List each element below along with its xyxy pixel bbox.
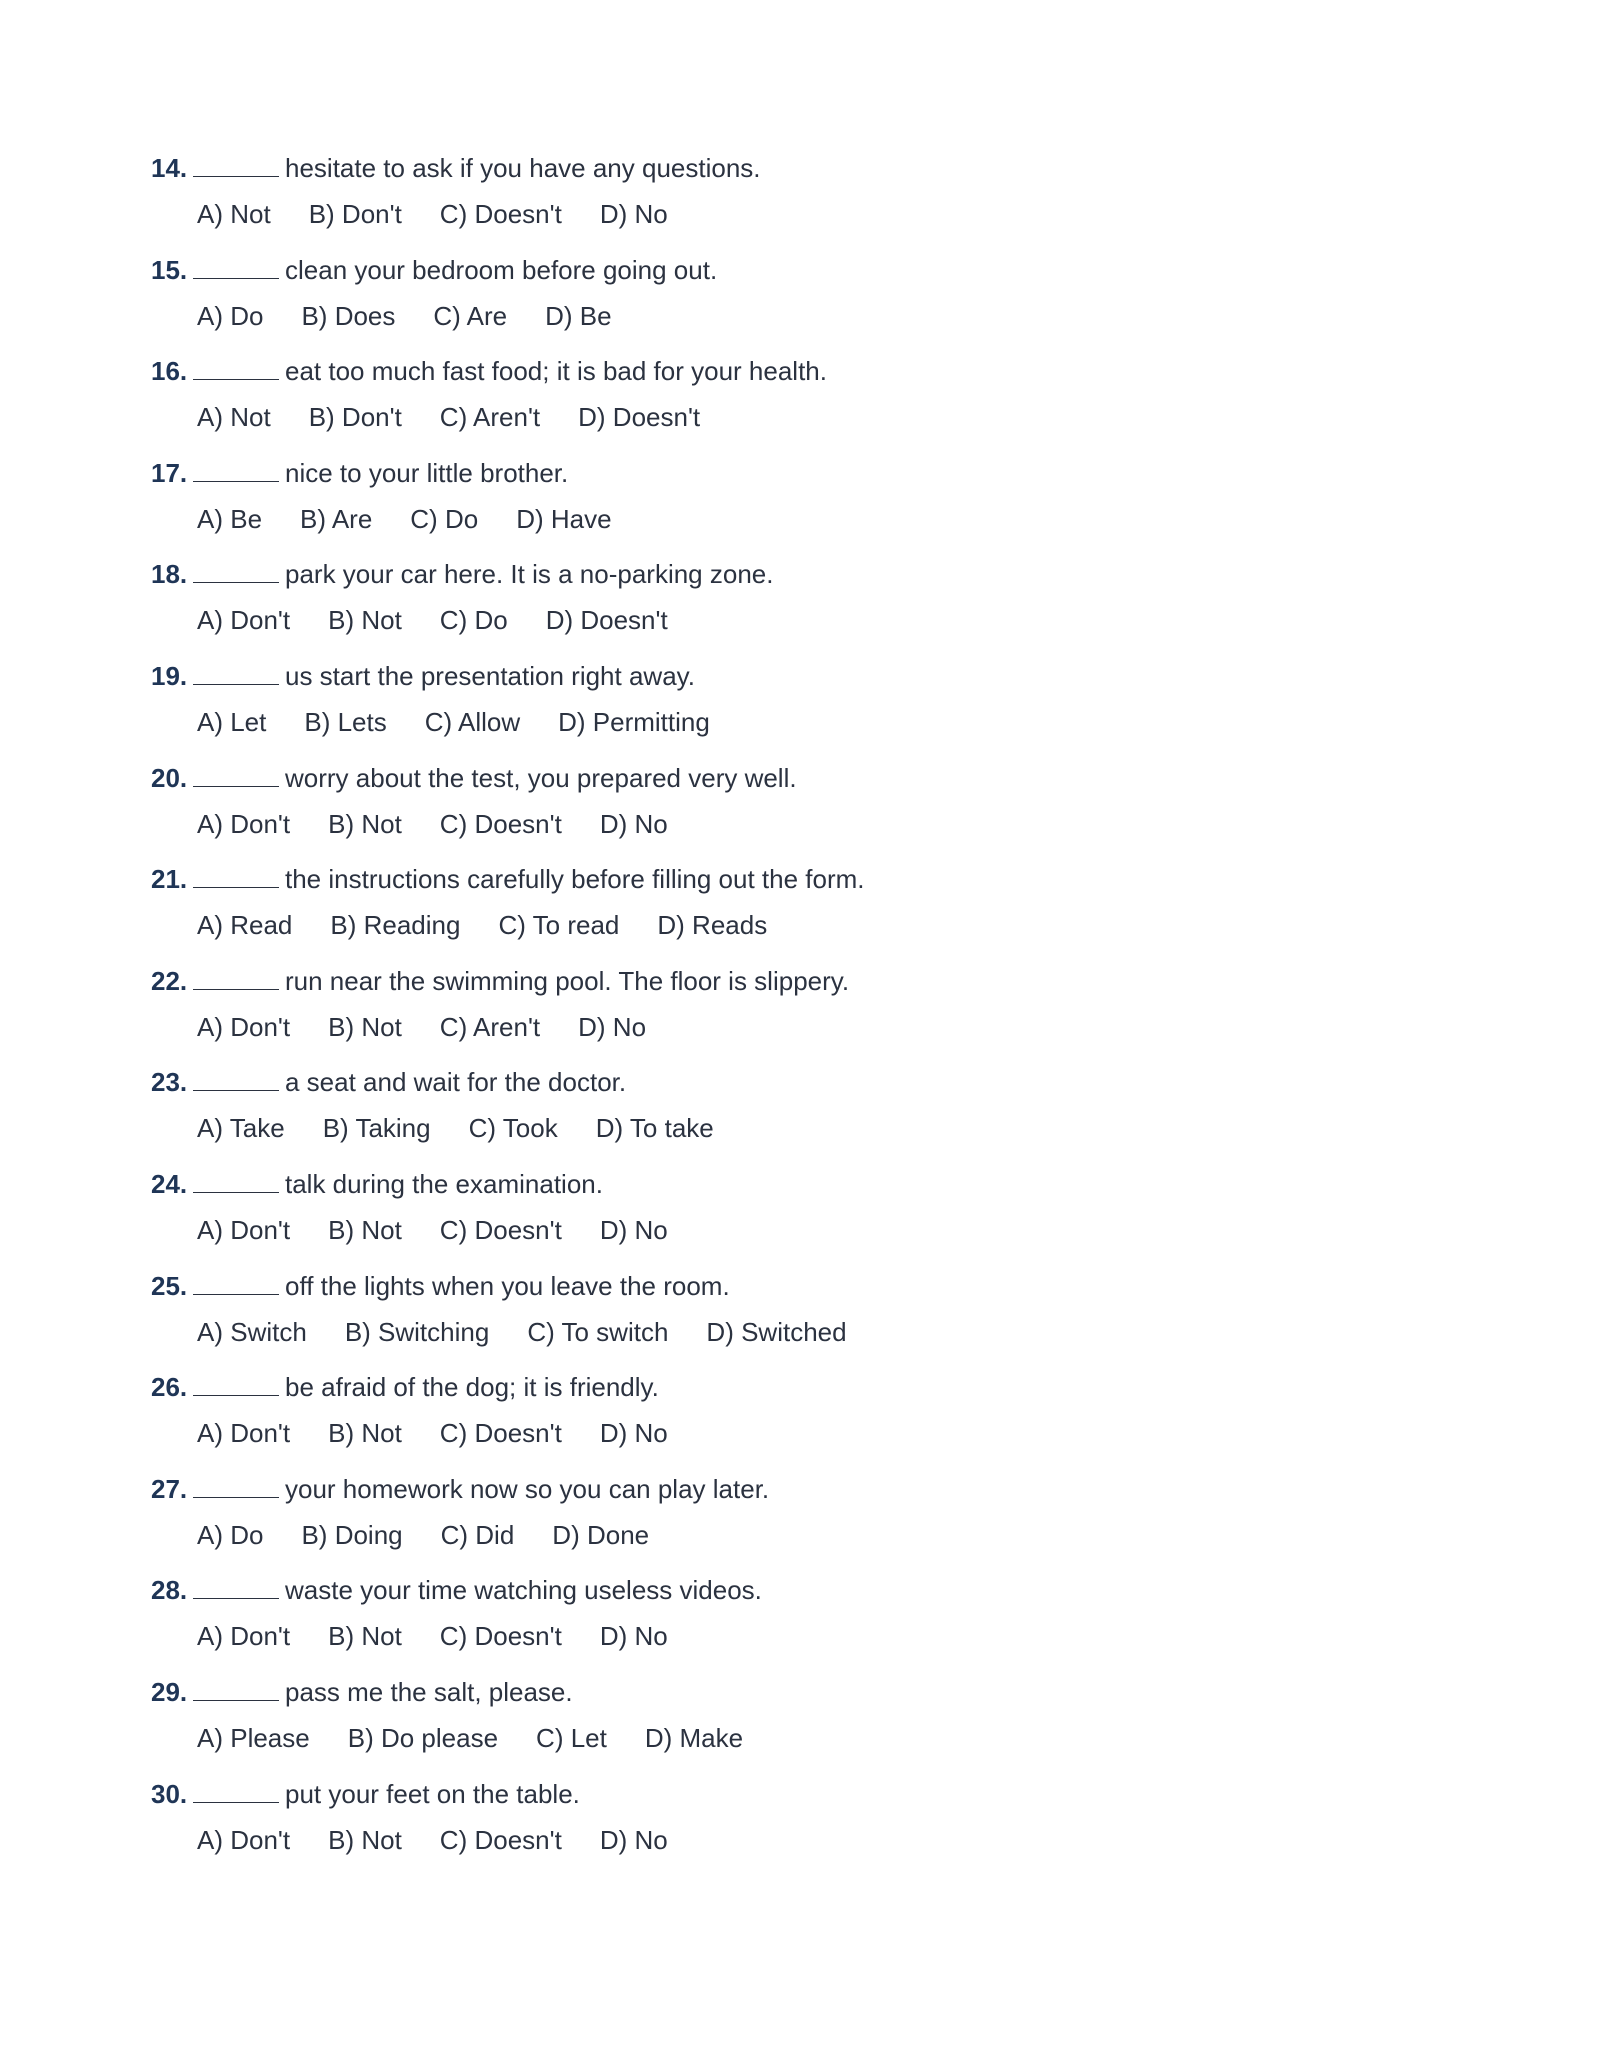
answer-option: C) Do bbox=[410, 503, 479, 534]
answer-option: B) Not bbox=[328, 1824, 402, 1855]
question-item bbox=[151, 353, 1451, 455]
answer-option: B) Not bbox=[328, 1214, 402, 1245]
answer-option: C) Took bbox=[468, 1113, 558, 1144]
question-number: 28. bbox=[151, 1575, 188, 1606]
answer-options bbox=[151, 1517, 1451, 1553]
question-item bbox=[151, 150, 1451, 252]
question-stem bbox=[151, 760, 1451, 796]
answer-blank bbox=[193, 558, 279, 583]
answer-blank bbox=[193, 863, 279, 888]
answer-option: A) Don't bbox=[197, 1011, 291, 1042]
question-stem bbox=[151, 556, 1451, 592]
answer-option: B) Doing bbox=[301, 1519, 403, 1550]
answer-options bbox=[151, 298, 1451, 334]
answer-option: A) Don't bbox=[197, 1621, 291, 1652]
question-stem bbox=[151, 1166, 1451, 1202]
answer-options bbox=[151, 1415, 1451, 1451]
question-stem bbox=[151, 861, 1451, 897]
question-stem bbox=[151, 1572, 1451, 1608]
question-stem bbox=[151, 455, 1451, 491]
question-number: 21. bbox=[151, 864, 188, 895]
question-item bbox=[151, 455, 1451, 557]
answer-option: D) Doesn't bbox=[545, 605, 668, 636]
answer-option: C) To switch bbox=[527, 1316, 669, 1347]
answer-option: B) Not bbox=[328, 1011, 402, 1042]
answer-option: B) Don't bbox=[308, 199, 402, 229]
question-number: 29. bbox=[151, 1676, 188, 1707]
answer-option: B) Not bbox=[328, 1621, 402, 1652]
question-text: eat too much fast food; it is bad for your health. bbox=[285, 356, 827, 387]
question-text: waste your time watching useless videos. bbox=[285, 1575, 762, 1606]
question-stem bbox=[151, 1674, 1451, 1710]
answer-option: C) To read bbox=[498, 910, 620, 941]
question-text: the instructions carefully before filling out the form. bbox=[285, 864, 865, 895]
answer-options bbox=[151, 501, 1451, 537]
answer-option: B) Taking bbox=[322, 1113, 431, 1144]
answer-option: D) No bbox=[578, 1011, 647, 1042]
answer-option: A) Switch bbox=[197, 1316, 307, 1347]
answer-option: D) No bbox=[599, 1418, 668, 1449]
question-stem bbox=[151, 963, 1451, 999]
question-item bbox=[151, 1166, 1451, 1268]
answer-option: C) Aren't bbox=[439, 402, 541, 433]
answer-options bbox=[151, 196, 1451, 232]
question-item bbox=[151, 760, 1451, 862]
question-number: 24. bbox=[151, 1168, 188, 1199]
answer-option: A) Don't bbox=[197, 605, 291, 636]
question-text: be afraid of the dog; it is friendly. bbox=[285, 1372, 659, 1403]
answer-option: D) Make bbox=[644, 1722, 744, 1753]
answer-option: D) Done bbox=[552, 1519, 650, 1550]
answer-option: A) Do bbox=[197, 300, 264, 331]
answer-option: D) Doesn't bbox=[578, 402, 701, 433]
answer-option: C) Doesn't bbox=[439, 1621, 562, 1652]
question-list bbox=[151, 150, 1451, 1877]
answer-option: D) Have bbox=[516, 503, 612, 534]
question-text: off the lights when you leave the room. bbox=[285, 1270, 730, 1301]
question-text: worry about the test, you prepared very well. bbox=[285, 762, 797, 793]
answer-blank bbox=[193, 1778, 279, 1803]
answer-option: A) Please bbox=[197, 1722, 310, 1753]
answer-option: A) Don't bbox=[197, 808, 291, 839]
answer-option: B) Reading bbox=[330, 910, 461, 941]
answer-options bbox=[151, 907, 1451, 943]
question-stem bbox=[151, 353, 1451, 389]
question-item bbox=[151, 252, 1451, 354]
answer-option: C) Doesn't bbox=[439, 199, 562, 229]
question-number: 17. bbox=[151, 457, 188, 488]
answer-option: D) Permitting bbox=[558, 706, 710, 737]
question-number: 22. bbox=[151, 965, 188, 996]
answer-blank bbox=[193, 152, 279, 177]
question-item bbox=[151, 556, 1451, 658]
question-item bbox=[151, 963, 1451, 1065]
question-text: pass me the salt, please. bbox=[285, 1676, 573, 1707]
answer-blank bbox=[193, 355, 279, 380]
answer-option: A) Do bbox=[197, 1519, 264, 1550]
answer-option: C) Doesn't bbox=[439, 1824, 562, 1855]
question-item bbox=[151, 658, 1451, 760]
question-stem bbox=[151, 1776, 1451, 1812]
question-item bbox=[151, 1064, 1451, 1166]
question-number: 15. bbox=[151, 254, 188, 285]
question-text: park your car here. It is a no-parking zone. bbox=[285, 559, 774, 590]
answer-option: A) Not bbox=[197, 402, 271, 433]
answer-options bbox=[151, 1314, 1451, 1350]
answer-option: C) Let bbox=[536, 1722, 607, 1753]
answer-option: B) Switching bbox=[344, 1316, 490, 1347]
question-item bbox=[151, 1268, 1451, 1370]
answer-blank bbox=[193, 1473, 279, 1498]
question-number: 19. bbox=[151, 660, 188, 691]
answer-option: C) Doesn't bbox=[439, 808, 562, 839]
answer-option: D) No bbox=[599, 1824, 668, 1855]
answer-options bbox=[151, 1212, 1451, 1248]
question-number: 16. bbox=[151, 356, 188, 387]
answer-option: D) Switched bbox=[706, 1316, 847, 1347]
answer-option: C) Allow bbox=[424, 706, 521, 737]
answer-options bbox=[151, 1720, 1451, 1756]
answer-blank bbox=[193, 1270, 279, 1295]
question-item bbox=[151, 1776, 1451, 1878]
answer-blank bbox=[193, 1574, 279, 1599]
question-text: us start the presentation right away. bbox=[285, 660, 695, 691]
answer-blank bbox=[193, 1676, 279, 1701]
question-text: your homework now so you can play later. bbox=[285, 1473, 770, 1504]
answer-option: D) Be bbox=[545, 300, 612, 331]
question-text: nice to your little brother. bbox=[285, 457, 569, 488]
question-number: 27. bbox=[151, 1473, 188, 1504]
answer-option: B) Don't bbox=[308, 402, 402, 433]
question-item bbox=[151, 1471, 1451, 1573]
answer-blank bbox=[193, 762, 279, 787]
answer-option: D) No bbox=[599, 1214, 668, 1245]
question-item bbox=[151, 1369, 1451, 1471]
answer-option: C) Are bbox=[433, 300, 508, 331]
answer-option: C) Doesn't bbox=[439, 1418, 562, 1449]
answer-options bbox=[151, 704, 1451, 740]
answer-option: A) Don't bbox=[197, 1214, 291, 1245]
question-text: talk during the examination. bbox=[285, 1168, 603, 1199]
answer-blank bbox=[193, 457, 279, 482]
question-stem bbox=[151, 1369, 1451, 1405]
question-text: put your feet on the table. bbox=[285, 1778, 580, 1809]
answer-blank bbox=[193, 1066, 279, 1091]
question-number: 26. bbox=[151, 1372, 188, 1403]
answer-option: C) Doesn't bbox=[439, 1214, 562, 1245]
answer-option: D) No bbox=[599, 1621, 668, 1652]
question-number: 25. bbox=[151, 1270, 188, 1301]
question-text: a seat and wait for the doctor. bbox=[285, 1067, 627, 1098]
answer-option: B) Not bbox=[328, 605, 402, 636]
question-number: 14. bbox=[151, 153, 188, 183]
answer-option: C) Aren't bbox=[439, 1011, 541, 1042]
answer-option: C) Did bbox=[440, 1519, 515, 1550]
answer-blank bbox=[193, 965, 279, 990]
answer-option: A) Let bbox=[197, 706, 267, 737]
question-stem bbox=[151, 150, 1451, 186]
answer-options bbox=[151, 1618, 1451, 1654]
question-number: 18. bbox=[151, 559, 188, 590]
answer-option: A) Don't bbox=[197, 1418, 291, 1449]
answer-option: A) Read bbox=[197, 910, 293, 941]
answer-options bbox=[151, 1110, 1451, 1146]
answer-options bbox=[151, 1822, 1451, 1858]
answer-blank bbox=[193, 1168, 279, 1193]
question-text: clean your bedroom before going out. bbox=[285, 254, 718, 285]
question-text: run near the swimming pool. The floor is slippery. bbox=[285, 965, 850, 996]
answer-options bbox=[151, 399, 1451, 435]
answer-blank bbox=[193, 254, 279, 279]
answer-options bbox=[151, 602, 1451, 638]
answer-blank bbox=[193, 660, 279, 685]
question-stem bbox=[151, 658, 1451, 694]
answer-options bbox=[151, 1009, 1451, 1045]
answer-option: A) Be bbox=[197, 503, 263, 534]
answer-option: A) Take bbox=[197, 1113, 285, 1144]
answer-option: A) Don't bbox=[197, 1824, 291, 1855]
question-stem bbox=[151, 1064, 1451, 1100]
question-stem bbox=[151, 1471, 1451, 1507]
answer-option: A) Not bbox=[197, 199, 271, 229]
answer-option: D) No bbox=[599, 808, 668, 839]
answer-option: D) To take bbox=[595, 1113, 714, 1144]
answer-option: D) No bbox=[599, 199, 668, 229]
answer-options bbox=[151, 806, 1451, 842]
answer-blank bbox=[193, 1371, 279, 1396]
answer-option: B) Not bbox=[328, 808, 402, 839]
answer-option: D) Reads bbox=[657, 910, 768, 941]
question-number: 30. bbox=[151, 1778, 188, 1809]
question-stem bbox=[151, 252, 1451, 288]
question-item bbox=[151, 1572, 1451, 1674]
question-item bbox=[151, 861, 1451, 963]
question-stem bbox=[151, 1268, 1451, 1304]
question-number: 20. bbox=[151, 762, 188, 793]
answer-option: C) Do bbox=[439, 605, 508, 636]
question-item bbox=[151, 1674, 1451, 1776]
answer-option: B) Does bbox=[301, 300, 396, 331]
answer-option: B) Not bbox=[328, 1418, 402, 1449]
answer-option: B) Do please bbox=[347, 1722, 499, 1753]
question-number: 23. bbox=[151, 1067, 188, 1098]
answer-option: B) Are bbox=[300, 503, 373, 534]
question-text: hesitate to ask if you have any questions. bbox=[285, 153, 761, 183]
answer-option: B) Lets bbox=[304, 706, 387, 737]
